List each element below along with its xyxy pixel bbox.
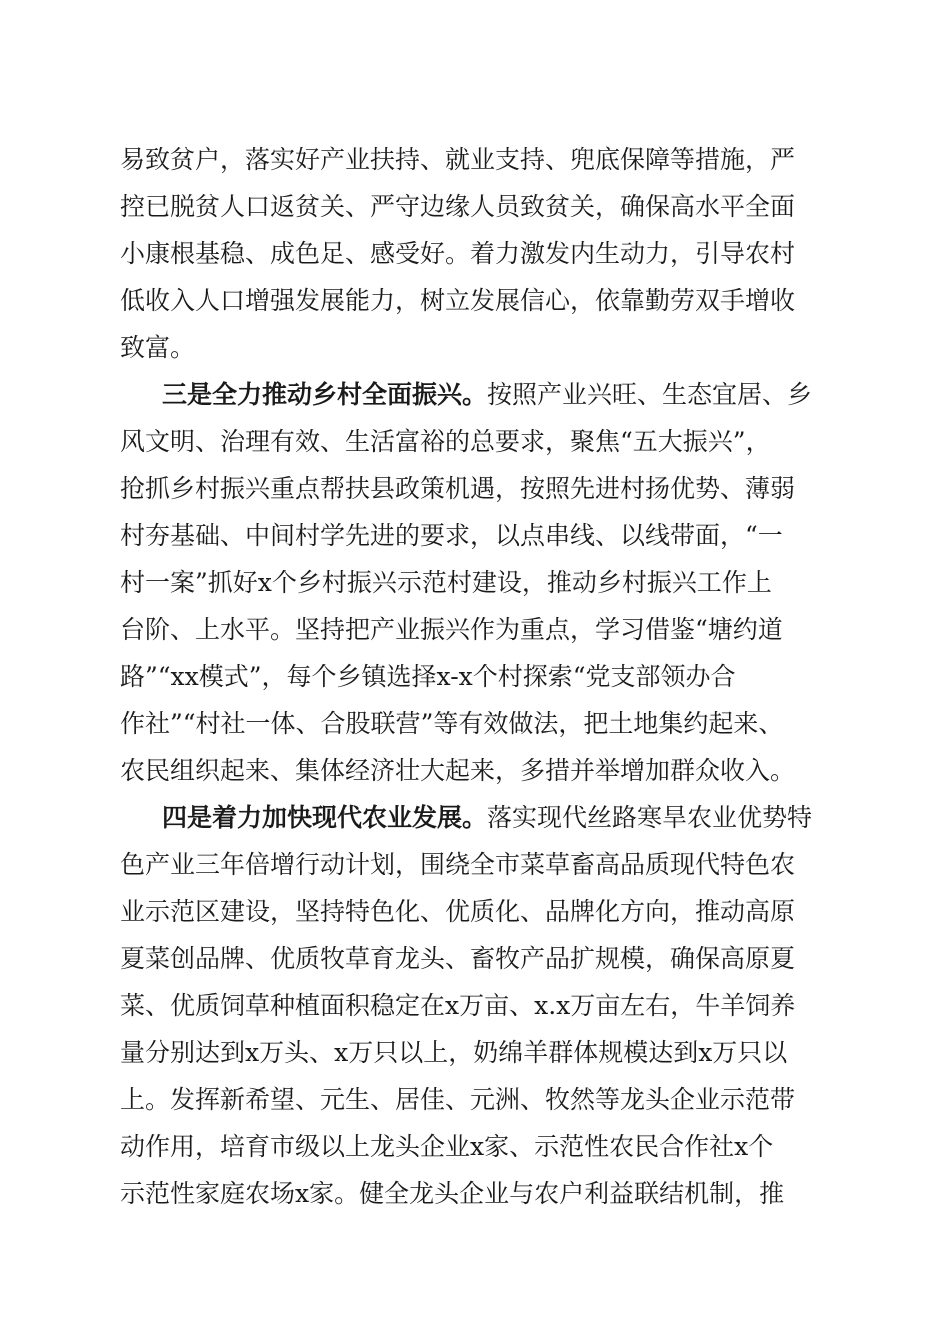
line-text: 抢抓乡村振兴重点帮扶县政策机遇，按照先进村扬优势、薄弱 <box>120 474 796 503</box>
text-line <box>120 709 840 739</box>
line-text: 村夯基础、中间村学先进的要求，以点串线、以线带面，“一 <box>120 521 783 550</box>
line-text: 上。发挥新希望、元生、居佳、元洲、牧然等龙头企业示范带 <box>120 1085 796 1114</box>
text-line <box>120 286 840 316</box>
text-line <box>120 897 840 927</box>
text-line <box>120 756 840 786</box>
text-line <box>120 427 840 457</box>
paragraph-heading: 四是着力加快现代农业发展。 <box>162 803 488 832</box>
text-line <box>120 333 840 363</box>
line-text: 动作用，培育市级以上龙头企业x家、示范性农民合作社x个 <box>120 1132 774 1161</box>
line-text: 易致贫户，落实好产业扶持、就业支持、兜底保障等措施，严 <box>120 145 796 174</box>
line-text: 风文明、治理有效、生活富裕的总要求，聚焦“五大振兴”， <box>120 427 771 456</box>
line-text: 小康根基稳、成色足、感受好。着力激发内生动力，引导农村 <box>120 239 796 268</box>
line-text: 路”“xx模式”，每个乡镇选择x-x个村探索“党支部领办合 <box>120 662 736 691</box>
text-line <box>120 568 840 598</box>
line-text: 落实现代丝路寒旱农业优势特 <box>487 803 813 832</box>
line-text: 菜、优质饲草种植面积稳定在x万亩、x.x万亩左右，牛羊饲养 <box>120 991 796 1020</box>
line-text: 色产业三年倍增行动计划，围绕全市菜草畜高品质现代特色农 <box>120 850 796 879</box>
line-text: 示范性家庭农场x家。健全龙头企业与农户利益联结机制，推 <box>120 1179 785 1208</box>
text-line <box>120 991 840 1021</box>
line-text: 农民组织起来、集体经济壮大起来，多措并举增加群众收入。 <box>120 756 796 785</box>
text-line <box>120 145 840 175</box>
text-line <box>120 1038 840 1068</box>
line-text: 作社”“村社一体、合股联营”等有效做法，把土地集约起来、 <box>120 709 784 738</box>
text-line <box>120 944 840 974</box>
line-text: 台阶、上水平。坚持把产业振兴作为重点，学习借鉴“塘约道 <box>120 615 783 644</box>
line-text: 村一案”抓好x个乡村振兴示范村建设，推动乡村振兴工作上 <box>120 568 772 597</box>
text-line <box>120 662 840 692</box>
paragraph-first-line <box>162 803 840 833</box>
line-text: 业示范区建设，坚持特色化、优质化、品牌化方向，推动高原 <box>120 897 796 926</box>
line-text: 量分别达到x万头、x万只以上，奶绵羊群体规模达到x万只以 <box>120 1038 788 1067</box>
text-line <box>120 192 840 222</box>
paragraph-heading: 三是全力推动乡村全面振兴。 <box>162 380 488 409</box>
line-text: 低收入人口增强发展能力，树立发展信心，依靠勤劳双手增收 <box>120 286 796 315</box>
line-text: 控已脱贫人口返贫关、严守边缘人员致贫关，确保高水平全面 <box>120 192 796 221</box>
line-text: 致富。 <box>120 333 196 362</box>
text-line <box>120 1132 840 1162</box>
line-text: 按照产业兴旺、生态宜居、乡 <box>487 380 813 409</box>
text-line <box>120 521 840 551</box>
text-line <box>120 474 840 504</box>
paragraph-first-line <box>162 380 840 410</box>
text-line <box>120 1179 840 1209</box>
text-line <box>120 850 840 880</box>
text-line <box>120 1085 840 1115</box>
line-text: 夏菜创品牌、优质牧草育龙头、畜牧产品扩规模，确保高原夏 <box>120 944 796 973</box>
text-line <box>120 239 840 269</box>
text-line <box>120 615 840 645</box>
